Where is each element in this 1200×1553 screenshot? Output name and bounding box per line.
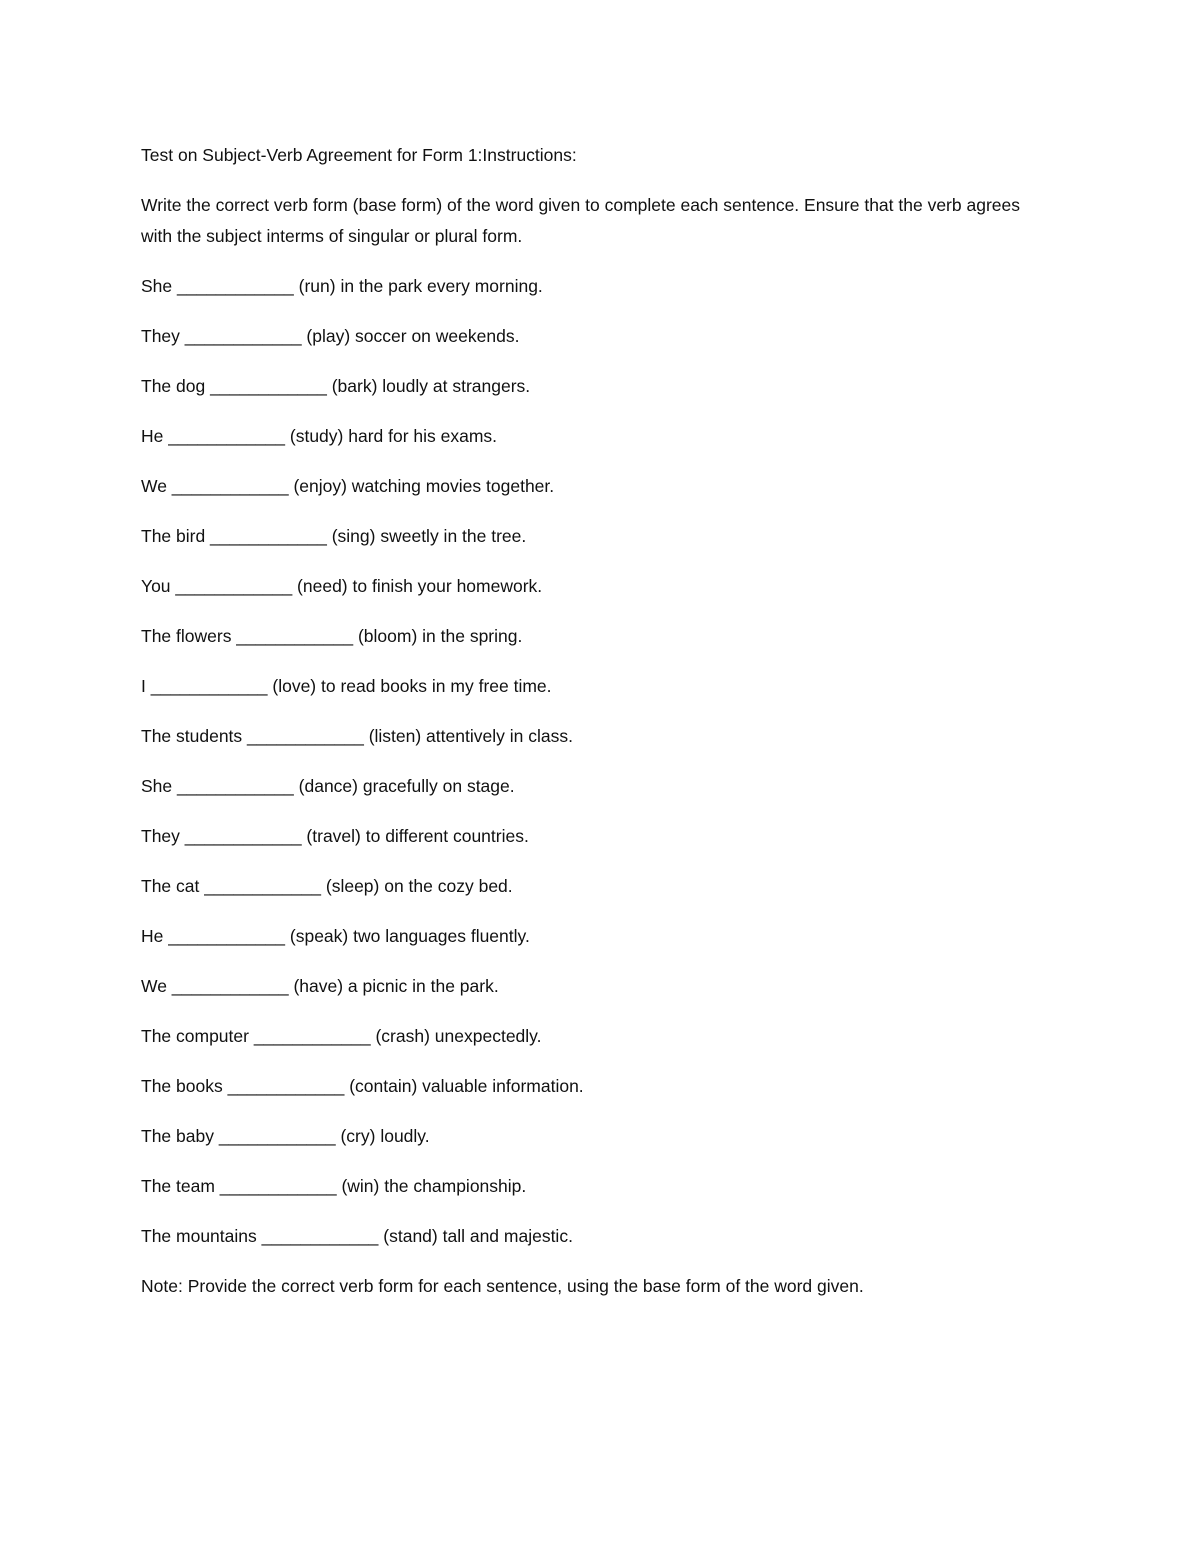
exercise-sentence: The computer ____________ (crash) unexpectedly. xyxy=(141,1026,542,1046)
document-body xyxy=(141,140,1051,1321)
exercise-sentence: The dog ____________ (bark) loudly at strangers. xyxy=(141,376,531,396)
exercise-sentence: The team ____________ (win) the championship. xyxy=(141,1176,527,1196)
exercise-sentence: He ____________ (speak) two languages fluently. xyxy=(141,926,530,946)
note-paragraph: Note: Provide the correct verb form for each sentence, using the base form of the word given. xyxy=(141,1276,864,1296)
exercise-sentence: The mountains ____________ (stand) tall and majestic. xyxy=(141,1226,573,1246)
exercise-sentence: We ____________ (have) a picnic in the park. xyxy=(141,976,499,996)
exercise-sentence: They ____________ (play) soccer on weekends. xyxy=(141,326,520,346)
exercise-sentence: She ____________ (dance) gracefully on stage. xyxy=(141,776,515,796)
instructions-paragraph: Write the correct verb form (base form) of the word given to complete each sentence. Ensure that the verb agrees with the subject interms of singular or plural form. xyxy=(141,195,1020,246)
exercise-sentence: I ____________ (love) to read books in my free time. xyxy=(141,676,552,696)
exercise-sentence: The students ____________ (listen) attentively in class. xyxy=(141,726,573,746)
exercise-sentence: They ____________ (travel) to different countries. xyxy=(141,826,529,846)
exercise-sentence: The baby ____________ (cry) loudly. xyxy=(141,1126,430,1146)
exercise-sentence: The books ____________ (contain) valuable information. xyxy=(141,1076,584,1096)
exercise-sentence: You ____________ (need) to finish your homework. xyxy=(141,576,543,596)
exercise-sentence: She ____________ (run) in the park every morning. xyxy=(141,276,543,296)
exercise-sentence: The bird ____________ (sing) sweetly in the tree. xyxy=(141,526,527,546)
exercise-sentence: The flowers ____________ (bloom) in the spring. xyxy=(141,626,523,646)
exercise-sentence: We ____________ (enjoy) watching movies together. xyxy=(141,476,555,496)
document-title: Test on Subject-Verb Agreement for Form 1:Instructions: xyxy=(141,145,577,165)
exercise-sentence: He ____________ (study) hard for his exams. xyxy=(141,426,498,446)
exercise-sentence: The cat ____________ (sleep) on the cozy bed. xyxy=(141,876,513,896)
